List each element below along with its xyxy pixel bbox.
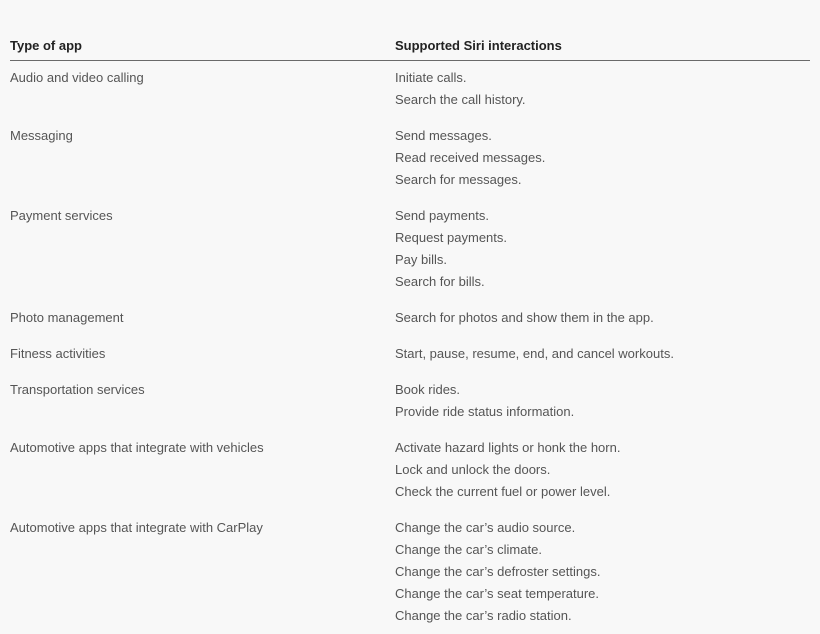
interaction-item: Check the current fuel or power level. — [395, 484, 611, 499]
interaction-item: Request payments. — [395, 230, 508, 245]
table-row — [10, 372, 810, 430]
table-row — [10, 430, 810, 510]
interactions-cell — [395, 67, 810, 111]
siri-interactions-table — [10, 0, 810, 634]
table-row — [10, 510, 810, 634]
interaction-item: Send payments. — [395, 208, 489, 223]
header-type-of-app: Type of app — [10, 38, 82, 53]
interaction-item: Search the call history. — [395, 92, 526, 107]
table-body — [10, 61, 810, 634]
interaction-item: Send messages. — [395, 128, 492, 143]
interaction-item: Search for photos and show them in the app. — [395, 310, 654, 325]
app-type-cell: Automotive apps that integrate with CarPlay — [10, 520, 263, 535]
table-row — [10, 61, 810, 118]
interaction-item: Read received messages. — [395, 150, 546, 165]
table-row — [10, 300, 810, 336]
app-type-cell: Payment services — [10, 208, 113, 223]
interactions-cell — [395, 517, 810, 627]
table-row — [10, 118, 810, 198]
interaction-item: Provide ride status information. — [395, 404, 575, 419]
table-row — [10, 336, 810, 372]
interaction-item: Change the car’s radio station. — [395, 608, 572, 623]
table-header — [10, 0, 810, 61]
interactions-cell — [395, 437, 810, 503]
interaction-item: Pay bills. — [395, 252, 448, 267]
interaction-item: Initiate calls. — [395, 70, 467, 85]
interaction-item: Start, pause, resume, end, and cancel workouts. — [395, 346, 674, 361]
interaction-item: Change the car’s seat temperature. — [395, 586, 600, 601]
interaction-item: Change the car’s audio source. — [395, 520, 576, 535]
interactions-cell — [395, 379, 810, 423]
interaction-item: Book rides. — [395, 382, 461, 397]
interactions-cell — [395, 125, 810, 191]
app-type-cell: Photo management — [10, 310, 124, 325]
table-row — [10, 198, 810, 300]
app-type-cell: Messaging — [10, 128, 73, 143]
header-supported-interactions: Supported Siri interactions — [395, 38, 562, 53]
app-type-cell: Fitness activities — [10, 346, 106, 361]
app-type-cell: Audio and video calling — [10, 70, 144, 85]
app-type-cell: Automotive apps that integrate with vehicles — [10, 440, 264, 455]
interaction-item: Change the car’s defroster settings. — [395, 564, 601, 579]
interactions-cell — [395, 307, 810, 329]
interaction-item: Search for messages. — [395, 172, 522, 187]
interaction-item: Change the car’s climate. — [395, 542, 542, 557]
interaction-item: Lock and unlock the doors. — [395, 462, 551, 477]
app-type-cell: Transportation services — [10, 382, 145, 397]
interactions-cell — [395, 205, 810, 293]
interaction-item: Search for bills. — [395, 274, 485, 289]
interaction-item: Activate hazard lights or honk the horn. — [395, 440, 621, 455]
interactions-cell — [395, 343, 810, 365]
